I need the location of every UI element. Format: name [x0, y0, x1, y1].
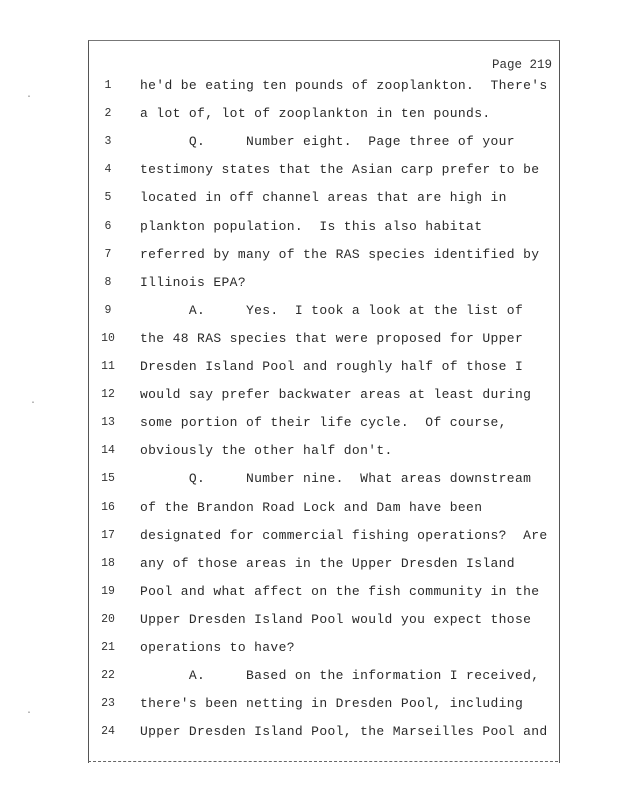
line-number: 7: [104, 247, 112, 261]
line-text: A. Yes. I took a look at the list of: [140, 302, 524, 318]
line-number: 15: [101, 472, 115, 486]
line-text: Upper Dresden Island Pool would you expect those: [140, 611, 532, 627]
line-number: 9: [104, 303, 112, 317]
line-text: some portion of their life cycle. Of course,: [140, 415, 507, 431]
line-number: 11: [101, 360, 115, 373]
line-number: 23: [101, 697, 115, 711]
line-number: 17: [101, 528, 115, 542]
transcript-line: [94, 526, 556, 546]
line-text: operations to have?: [140, 640, 295, 655]
line-number: 3: [104, 135, 112, 149]
transcript-line: [94, 413, 556, 433]
line-text: plankton population. Is this also habitat: [140, 218, 483, 234]
transcript-line: [94, 582, 556, 602]
transcript-line: [94, 217, 556, 237]
line-text: any of those areas in the Upper Dresden Island: [140, 555, 515, 571]
transcript-line: [94, 301, 556, 321]
line-text: a lot of, lot of zooplankton in ten pounds.: [140, 106, 491, 122]
margin-tick-mark: ·: [30, 398, 37, 409]
transcript-line: [94, 245, 556, 265]
line-number: 4: [104, 163, 112, 177]
line-text: designated for commercial fishing operations? Are: [140, 527, 548, 543]
line-text: Q. Number eight. Page three of your: [140, 134, 515, 150]
line-number: 8: [104, 275, 112, 289]
page-bottom-rule: [88, 761, 558, 762]
line-text: would say prefer backwater areas at least during: [140, 387, 532, 403]
line-number: 24: [101, 725, 115, 739]
line-text: he'd be eating ten pounds of zooplankton. There's: [140, 78, 548, 93]
transcript-line: [94, 132, 556, 152]
line-number: 19: [101, 584, 115, 598]
transcript-line: [94, 554, 556, 574]
line-number: 14: [101, 444, 115, 458]
line-number: 13: [101, 416, 115, 430]
line-text: the 48 RAS species that were proposed for Upper: [140, 330, 524, 346]
line-number: 5: [104, 191, 112, 205]
transcript-line: [94, 329, 556, 349]
line-number: 6: [104, 219, 112, 233]
transcript-line: [94, 610, 556, 630]
line-number: 12: [101, 388, 115, 402]
transcript-line: [94, 188, 556, 208]
line-text: testimony states that the Asian carp prefer to be: [140, 162, 540, 178]
margin-tick-mark: ·: [26, 92, 33, 103]
margin-tick-mark: ·: [26, 708, 33, 719]
line-number: 1: [104, 79, 112, 92]
transcript-line: [94, 666, 556, 686]
line-text: located in off channel areas that are high in: [140, 190, 507, 206]
line-number: 16: [101, 500, 115, 514]
transcript-line: [94, 273, 556, 293]
transcript-line: [94, 76, 556, 96]
line-text: Dresden Island Pool and roughly half of those I: [140, 359, 524, 374]
line-number: 10: [101, 331, 115, 345]
transcript-line: [94, 385, 556, 405]
line-number: 22: [101, 669, 115, 683]
page-number: Page 219: [491, 58, 552, 72]
line-number: 2: [104, 107, 112, 121]
transcript-line: [94, 638, 556, 658]
line-text: referred by many of the RAS species identified by: [140, 246, 540, 262]
line-number: 18: [101, 556, 115, 570]
line-text: obviously the other half don't.: [140, 443, 393, 459]
transcript-line: [94, 357, 556, 377]
line-text: there's been netting in Dresden Pool, including: [140, 696, 524, 712]
line-text: Q. Number nine. What areas downstream: [140, 471, 532, 487]
transcript-line: [94, 441, 556, 461]
line-number: 20: [101, 612, 115, 626]
transcript-line: [94, 722, 556, 742]
line-text: Pool and what affect on the fish community in the: [140, 583, 540, 599]
line-text: Upper Dresden Island Pool, the Marseilles Pool and: [140, 724, 548, 740]
line-text: of the Brandon Road Lock and Dam have been: [140, 499, 483, 515]
transcript-line: [94, 104, 556, 124]
line-text: Illinois EPA?: [140, 274, 246, 290]
transcript-line: [94, 469, 556, 489]
transcript-line: [94, 160, 556, 180]
transcript-line: [94, 694, 556, 714]
line-text: A. Based on the information I received,: [140, 668, 540, 684]
transcript-line: [94, 498, 556, 518]
line-number: 21: [101, 641, 115, 654]
